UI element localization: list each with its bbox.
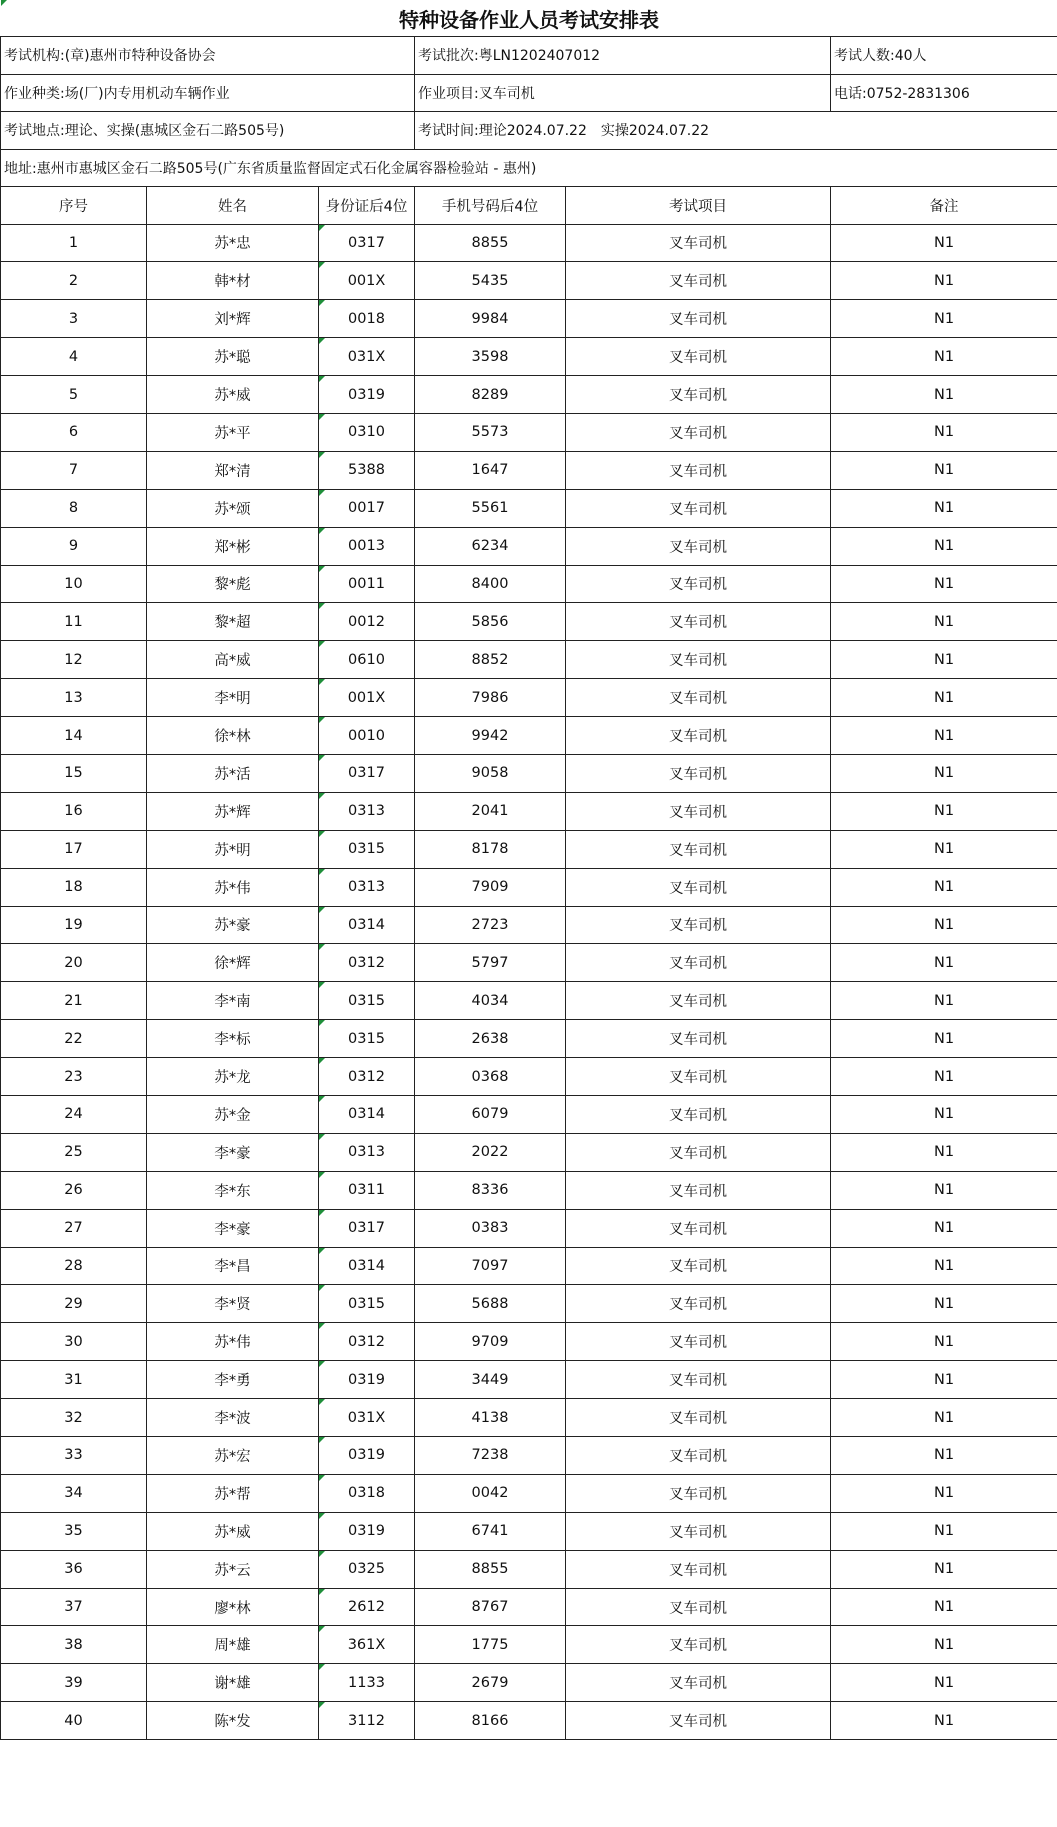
row-seq: 24 — [1, 1095, 147, 1133]
row-name: 郑*清 — [147, 451, 319, 489]
row-seq: 10 — [1, 565, 147, 603]
row-phone-last4: 0383 — [415, 1209, 566, 1247]
row-name: 陈*发 — [147, 1702, 319, 1740]
row-seq: 19 — [1, 906, 147, 944]
row-remark: N1 — [831, 754, 1057, 792]
row-exam-item: 叉车司机 — [566, 944, 831, 982]
table-row — [1, 792, 1057, 830]
table-row — [1, 982, 1057, 1020]
row-exam-item: 叉车司机 — [566, 1626, 831, 1664]
table-row — [1, 1512, 1057, 1550]
row-exam-item: 叉车司机 — [566, 1437, 831, 1475]
row-phone-last4: 3449 — [415, 1361, 566, 1399]
row-remark: N1 — [831, 641, 1057, 679]
row-phone-last4: 9942 — [415, 717, 566, 755]
row-id-last4: 0325 — [319, 1550, 415, 1588]
row-seq: 5 — [1, 376, 147, 414]
row-remark: N1 — [831, 1171, 1057, 1209]
table-row — [1, 527, 1057, 565]
exam-count: 考试人数:40人 — [831, 37, 1057, 75]
row-remark: N1 — [831, 1133, 1057, 1171]
row-remark: N1 — [831, 489, 1057, 527]
row-remark: N1 — [831, 944, 1057, 982]
row-id-last4: 5388 — [319, 451, 415, 489]
work-item: 作业项目:叉车司机 — [415, 74, 831, 112]
row-remark: N1 — [831, 868, 1057, 906]
row-name: 苏*颂 — [147, 489, 319, 527]
row-name: 苏*辉 — [147, 792, 319, 830]
header-name: 姓名 — [147, 187, 319, 225]
table-row — [1, 1020, 1057, 1058]
row-name: 李*南 — [147, 982, 319, 1020]
row-exam-item: 叉车司机 — [566, 565, 831, 603]
table-row — [1, 1247, 1057, 1285]
table-row — [1, 1209, 1057, 1247]
row-id-last4: 0317 — [319, 224, 415, 262]
row-exam-item: 叉车司机 — [566, 527, 831, 565]
row-name: 郑*彬 — [147, 527, 319, 565]
row-phone-last4: 7238 — [415, 1437, 566, 1475]
row-exam-item: 叉车司机 — [566, 1664, 831, 1702]
row-phone-last4: 1775 — [415, 1626, 566, 1664]
row-name: 谢*雄 — [147, 1664, 319, 1702]
table-row — [1, 868, 1057, 906]
row-seq: 8 — [1, 489, 147, 527]
row-remark: N1 — [831, 1702, 1057, 1740]
table-row — [1, 1399, 1057, 1437]
row-seq: 3 — [1, 300, 147, 338]
row-exam-item: 叉车司机 — [566, 906, 831, 944]
row-name: 苏*伟 — [147, 868, 319, 906]
row-exam-item: 叉车司机 — [566, 1323, 831, 1361]
row-remark: N1 — [831, 982, 1057, 1020]
row-name: 苏*云 — [147, 1550, 319, 1588]
row-id-last4: 1133 — [319, 1664, 415, 1702]
row-name: 黎*超 — [147, 603, 319, 641]
row-exam-item: 叉车司机 — [566, 868, 831, 906]
row-id-last4: 0315 — [319, 1020, 415, 1058]
row-phone-last4: 5856 — [415, 603, 566, 641]
row-id-last4: 001X — [319, 262, 415, 300]
row-exam-item: 叉车司机 — [566, 1247, 831, 1285]
row-phone-last4: 7097 — [415, 1247, 566, 1285]
row-id-last4: 0312 — [319, 1323, 415, 1361]
row-id-last4: 3112 — [319, 1702, 415, 1740]
row-phone-last4: 8166 — [415, 1702, 566, 1740]
row-remark: N1 — [831, 1588, 1057, 1626]
row-seq: 16 — [1, 792, 147, 830]
row-id-last4: 0011 — [319, 565, 415, 603]
row-id-last4: 2612 — [319, 1588, 415, 1626]
row-seq: 23 — [1, 1058, 147, 1096]
row-phone-last4: 3598 — [415, 338, 566, 376]
row-seq: 18 — [1, 868, 147, 906]
table-row — [1, 1058, 1057, 1096]
row-name: 李*勇 — [147, 1361, 319, 1399]
row-phone-last4: 5573 — [415, 413, 566, 451]
row-remark: N1 — [831, 413, 1057, 451]
row-seq: 22 — [1, 1020, 147, 1058]
table-row — [1, 603, 1057, 641]
table-row — [1, 1323, 1057, 1361]
exam-address: 地址:惠州市惠城区金石二路505号(广东省质量监督固定式石化金属容器检验站 - 惠州) — [1, 149, 1057, 187]
row-exam-item: 叉车司机 — [566, 982, 831, 1020]
row-seq: 37 — [1, 1588, 147, 1626]
header-remark: 备注 — [831, 187, 1057, 225]
row-id-last4: 0310 — [319, 413, 415, 451]
row-exam-item: 叉车司机 — [566, 489, 831, 527]
row-exam-item: 叉车司机 — [566, 1095, 831, 1133]
row-name: 徐*林 — [147, 717, 319, 755]
table-row — [1, 641, 1057, 679]
row-name: 李*豪 — [147, 1133, 319, 1171]
row-remark: N1 — [831, 1285, 1057, 1323]
row-remark: N1 — [831, 1095, 1057, 1133]
row-id-last4: 001X — [319, 679, 415, 717]
table-row — [1, 906, 1057, 944]
row-remark: N1 — [831, 1361, 1057, 1399]
row-remark: N1 — [831, 376, 1057, 414]
row-id-last4: 0315 — [319, 982, 415, 1020]
row-remark: N1 — [831, 679, 1057, 717]
row-seq: 21 — [1, 982, 147, 1020]
header-phone-last4: 手机号码后4位 — [415, 187, 566, 225]
row-id-last4: 0313 — [319, 792, 415, 830]
row-exam-item: 叉车司机 — [566, 792, 831, 830]
table-row — [1, 1664, 1057, 1702]
exam-institution: 考试机构:(章)惠州市特种设备协会 — [1, 37, 415, 75]
row-remark: N1 — [831, 565, 1057, 603]
row-seq: 25 — [1, 1133, 147, 1171]
row-name: 苏*平 — [147, 413, 319, 451]
row-remark: N1 — [831, 1020, 1057, 1058]
row-name: 李*贤 — [147, 1285, 319, 1323]
row-seq: 38 — [1, 1626, 147, 1664]
row-phone-last4: 8767 — [415, 1588, 566, 1626]
table-row — [1, 830, 1057, 868]
table-row — [1, 1550, 1057, 1588]
row-phone-last4: 7986 — [415, 679, 566, 717]
contact-phone: 电话:0752-2831306 — [831, 74, 1057, 112]
row-name: 周*雄 — [147, 1626, 319, 1664]
row-seq: 6 — [1, 413, 147, 451]
table-row — [1, 1626, 1057, 1664]
row-exam-item: 叉车司机 — [566, 1702, 831, 1740]
table-row — [1, 262, 1057, 300]
row-id-last4: 031X — [319, 1399, 415, 1437]
row-seq: 27 — [1, 1209, 147, 1247]
row-seq: 31 — [1, 1361, 147, 1399]
row-exam-item: 叉车司机 — [566, 1588, 831, 1626]
row-phone-last4: 8289 — [415, 376, 566, 414]
table-row — [1, 224, 1057, 262]
row-seq: 34 — [1, 1474, 147, 1512]
row-remark: N1 — [831, 1437, 1057, 1475]
row-remark: N1 — [831, 906, 1057, 944]
row-seq: 26 — [1, 1171, 147, 1209]
row-exam-item: 叉车司机 — [566, 1285, 831, 1323]
row-remark: N1 — [831, 300, 1057, 338]
row-remark: N1 — [831, 1626, 1057, 1664]
row-exam-item: 叉车司机 — [566, 1474, 831, 1512]
row-phone-last4: 2022 — [415, 1133, 566, 1171]
row-id-last4: 0017 — [319, 489, 415, 527]
table-row — [1, 1095, 1057, 1133]
row-remark: N1 — [831, 451, 1057, 489]
header-seq: 序号 — [1, 187, 147, 225]
row-seq: 33 — [1, 1437, 147, 1475]
row-exam-item: 叉车司机 — [566, 1133, 831, 1171]
row-seq: 20 — [1, 944, 147, 982]
row-phone-last4: 9709 — [415, 1323, 566, 1361]
row-name: 徐*辉 — [147, 944, 319, 982]
row-remark: N1 — [831, 1474, 1057, 1512]
row-phone-last4: 5561 — [415, 489, 566, 527]
row-name: 苏*威 — [147, 1512, 319, 1550]
row-remark: N1 — [831, 1323, 1057, 1361]
row-name: 苏*豪 — [147, 906, 319, 944]
row-id-last4: 0314 — [319, 906, 415, 944]
row-exam-item: 叉车司机 — [566, 641, 831, 679]
row-remark: N1 — [831, 792, 1057, 830]
row-remark: N1 — [831, 1209, 1057, 1247]
row-id-last4: 0315 — [319, 830, 415, 868]
row-remark: N1 — [831, 830, 1057, 868]
table-row — [1, 1588, 1057, 1626]
row-id-last4: 0319 — [319, 1512, 415, 1550]
row-exam-item: 叉车司机 — [566, 262, 831, 300]
row-phone-last4: 2679 — [415, 1664, 566, 1702]
row-seq: 39 — [1, 1664, 147, 1702]
row-phone-last4: 2723 — [415, 906, 566, 944]
table-row — [1, 300, 1057, 338]
header-exam-item: 考试项目 — [566, 187, 831, 225]
row-exam-item: 叉车司机 — [566, 679, 831, 717]
row-phone-last4: 8336 — [415, 1171, 566, 1209]
row-phone-last4: 2041 — [415, 792, 566, 830]
row-name: 苏*帮 — [147, 1474, 319, 1512]
row-exam-item: 叉车司机 — [566, 376, 831, 414]
table-row — [1, 451, 1057, 489]
row-name: 苏*金 — [147, 1095, 319, 1133]
work-category: 作业种类:场(厂)内专用机动车辆作业 — [1, 74, 415, 112]
row-exam-item: 叉车司机 — [566, 1399, 831, 1437]
row-phone-last4: 8855 — [415, 1550, 566, 1588]
table-row — [1, 1437, 1057, 1475]
table-row — [1, 489, 1057, 527]
row-seq: 2 — [1, 262, 147, 300]
row-seq: 36 — [1, 1550, 147, 1588]
row-id-last4: 0319 — [319, 1437, 415, 1475]
row-name: 苏*聪 — [147, 338, 319, 376]
table-row — [1, 1133, 1057, 1171]
row-exam-item: 叉车司机 — [566, 1209, 831, 1247]
row-id-last4: 0312 — [319, 1058, 415, 1096]
row-seq: 13 — [1, 679, 147, 717]
row-name: 廖*林 — [147, 1588, 319, 1626]
row-exam-item: 叉车司机 — [566, 1171, 831, 1209]
row-name: 苏*活 — [147, 754, 319, 792]
row-seq: 15 — [1, 754, 147, 792]
row-phone-last4: 6079 — [415, 1095, 566, 1133]
row-id-last4: 0010 — [319, 717, 415, 755]
row-remark: N1 — [831, 603, 1057, 641]
row-id-last4: 0315 — [319, 1285, 415, 1323]
row-seq: 14 — [1, 717, 147, 755]
row-name: 苏*忠 — [147, 224, 319, 262]
row-remark: N1 — [831, 224, 1057, 262]
row-phone-last4: 8855 — [415, 224, 566, 262]
row-exam-item: 叉车司机 — [566, 1361, 831, 1399]
row-name: 苏*宏 — [147, 1437, 319, 1475]
row-seq: 7 — [1, 451, 147, 489]
table-row — [1, 1702, 1057, 1740]
row-exam-item: 叉车司机 — [566, 754, 831, 792]
exam-location: 考试地点:理论、实操(惠城区金石二路505号) — [1, 112, 415, 150]
column-header-row — [1, 187, 1057, 225]
row-name: 李*波 — [147, 1399, 319, 1437]
row-seq: 12 — [1, 641, 147, 679]
row-id-last4: 0313 — [319, 1133, 415, 1171]
row-seq: 40 — [1, 1702, 147, 1740]
row-phone-last4: 8852 — [415, 641, 566, 679]
row-exam-item: 叉车司机 — [566, 224, 831, 262]
table-row — [1, 1474, 1057, 1512]
row-exam-item: 叉车司机 — [566, 603, 831, 641]
row-id-last4: 0318 — [319, 1474, 415, 1512]
row-phone-last4: 8400 — [415, 565, 566, 603]
row-id-last4: 0312 — [319, 944, 415, 982]
row-exam-item: 叉车司机 — [566, 1512, 831, 1550]
row-seq: 1 — [1, 224, 147, 262]
row-id-last4: 0317 — [319, 1209, 415, 1247]
table-row — [1, 717, 1057, 755]
row-seq: 29 — [1, 1285, 147, 1323]
row-remark: N1 — [831, 338, 1057, 376]
row-id-last4: 0313 — [319, 868, 415, 906]
table-row — [1, 944, 1057, 982]
row-seq: 4 — [1, 338, 147, 376]
row-phone-last4: 1647 — [415, 451, 566, 489]
row-seq: 35 — [1, 1512, 147, 1550]
row-remark: N1 — [831, 262, 1057, 300]
row-phone-last4: 0368 — [415, 1058, 566, 1096]
row-phone-last4: 8178 — [415, 830, 566, 868]
row-id-last4: 0610 — [319, 641, 415, 679]
header-id-last4: 身份证后4位 — [319, 187, 415, 225]
row-remark: N1 — [831, 1058, 1057, 1096]
table-row — [1, 338, 1057, 376]
row-phone-last4: 2638 — [415, 1020, 566, 1058]
table-row — [1, 565, 1057, 603]
row-name: 苏*明 — [147, 830, 319, 868]
row-id-last4: 361X — [319, 1626, 415, 1664]
row-phone-last4: 5688 — [415, 1285, 566, 1323]
row-name: 李*昌 — [147, 1247, 319, 1285]
row-name: 李*东 — [147, 1171, 319, 1209]
row-exam-item: 叉车司机 — [566, 1058, 831, 1096]
row-name: 李*明 — [147, 679, 319, 717]
row-remark: N1 — [831, 1664, 1057, 1702]
row-exam-item: 叉车司机 — [566, 1020, 831, 1058]
row-phone-last4: 9058 — [415, 754, 566, 792]
table-row — [1, 376, 1057, 414]
row-exam-item: 叉车司机 — [566, 338, 831, 376]
table-row — [1, 1285, 1057, 1323]
row-name: 苏*龙 — [147, 1058, 319, 1096]
row-phone-last4: 7909 — [415, 868, 566, 906]
row-seq: 11 — [1, 603, 147, 641]
exam-time: 考试时间:理论2024.07.22 实操2024.07.22 — [415, 112, 1057, 150]
row-phone-last4: 4138 — [415, 1399, 566, 1437]
row-id-last4: 0317 — [319, 754, 415, 792]
row-exam-item: 叉车司机 — [566, 830, 831, 868]
row-phone-last4: 6234 — [415, 527, 566, 565]
row-remark: N1 — [831, 1512, 1057, 1550]
table-row — [1, 754, 1057, 792]
row-phone-last4: 9984 — [415, 300, 566, 338]
row-exam-item: 叉车司机 — [566, 451, 831, 489]
row-exam-item: 叉车司机 — [566, 413, 831, 451]
row-phone-last4: 0042 — [415, 1474, 566, 1512]
row-phone-last4: 5797 — [415, 944, 566, 982]
row-id-last4: 031X — [319, 338, 415, 376]
row-name: 李*豪 — [147, 1209, 319, 1247]
row-name: 黎*彪 — [147, 565, 319, 603]
table-row — [1, 1361, 1057, 1399]
row-name: 苏*伟 — [147, 1323, 319, 1361]
row-remark: N1 — [831, 1399, 1057, 1437]
row-id-last4: 0018 — [319, 300, 415, 338]
row-name: 高*威 — [147, 641, 319, 679]
table-row — [1, 413, 1057, 451]
row-seq: 28 — [1, 1247, 147, 1285]
row-seq: 32 — [1, 1399, 147, 1437]
row-exam-item: 叉车司机 — [566, 300, 831, 338]
table-row — [1, 679, 1057, 717]
row-name: 刘*辉 — [147, 300, 319, 338]
row-id-last4: 0311 — [319, 1171, 415, 1209]
row-seq: 30 — [1, 1323, 147, 1361]
row-remark: N1 — [831, 527, 1057, 565]
row-name: 韩*材 — [147, 262, 319, 300]
row-remark: N1 — [831, 717, 1057, 755]
row-id-last4: 0314 — [319, 1247, 415, 1285]
row-id-last4: 0319 — [319, 1361, 415, 1399]
page-title: 特种设备作业人员考试安排表 — [1, 0, 1057, 37]
row-id-last4: 0013 — [319, 527, 415, 565]
row-name: 李*标 — [147, 1020, 319, 1058]
row-id-last4: 0319 — [319, 376, 415, 414]
row-phone-last4: 5435 — [415, 262, 566, 300]
row-exam-item: 叉车司机 — [566, 717, 831, 755]
exam-batch: 考试批次:粤LN1202407012 — [415, 37, 831, 75]
table-row — [1, 1171, 1057, 1209]
row-remark: N1 — [831, 1550, 1057, 1588]
row-seq: 17 — [1, 830, 147, 868]
row-phone-last4: 6741 — [415, 1512, 566, 1550]
row-seq: 9 — [1, 527, 147, 565]
row-exam-item: 叉车司机 — [566, 1550, 831, 1588]
row-id-last4: 0012 — [319, 603, 415, 641]
row-remark: N1 — [831, 1247, 1057, 1285]
row-phone-last4: 4034 — [415, 982, 566, 1020]
row-name: 苏*威 — [147, 376, 319, 414]
row-id-last4: 0314 — [319, 1095, 415, 1133]
